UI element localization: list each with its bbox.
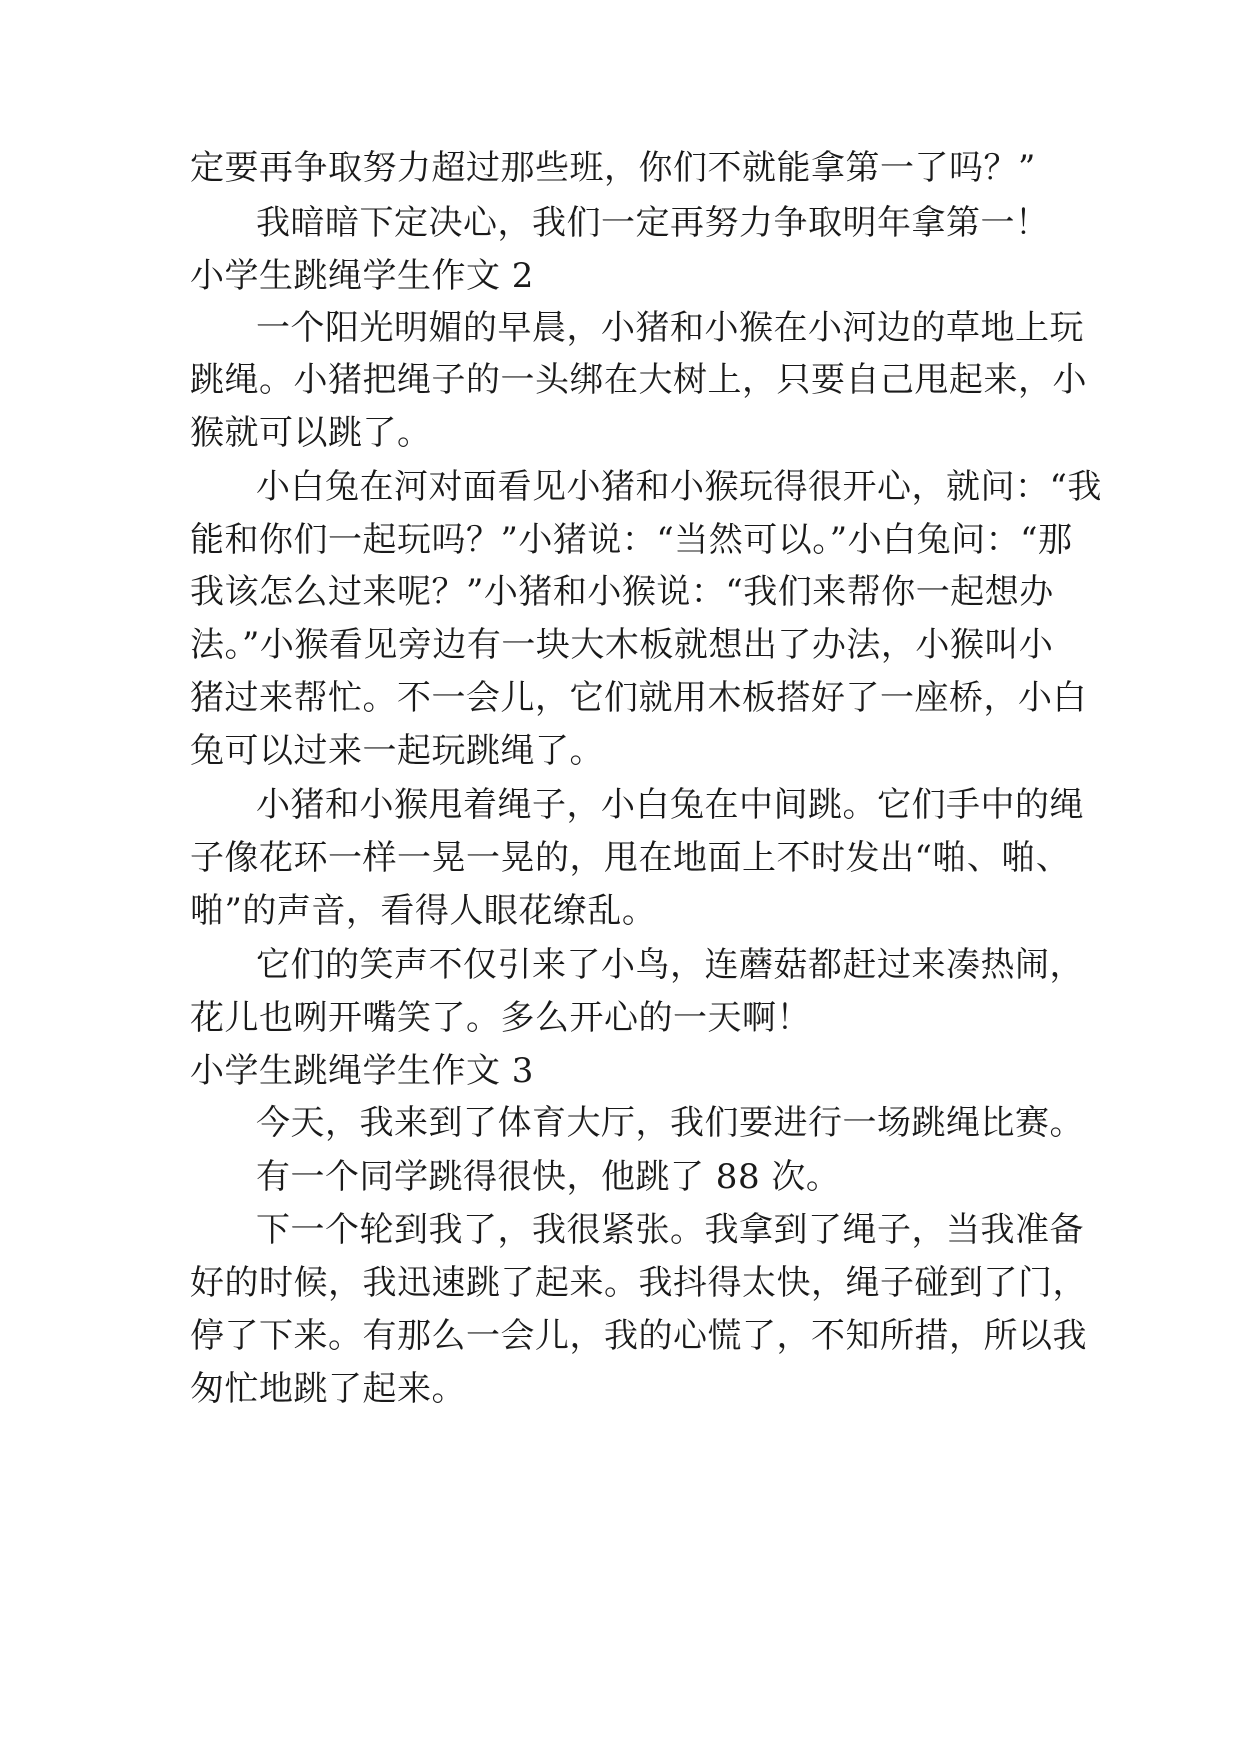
text-line: 我该怎么过来呢？”小猪和小猴说：“我们来帮你一起想办: [190, 572, 1054, 612]
text-line: 我暗暗下定决心，我们一定再努力争取明年拿第一！: [256, 203, 1050, 243]
text-line: 它们的笑声不仅引来了小鸟，连蘑菇都赶过来凑热闹，: [256, 945, 1084, 985]
text-line: 今天，我来到了体育大厅，我们要进行一场跳绳比赛。: [256, 1103, 1084, 1143]
text-line: 花儿也咧开嘴笑了。多么开心的一天啊！: [190, 998, 811, 1038]
text-line: 停了下来。有那么一会儿，我的心慌了，不知所措，所以我: [190, 1316, 1087, 1356]
text-line: 猪过来帮忙。不一会儿，它们就用木板搭好了一座桥，小白: [190, 678, 1087, 718]
text-line: 跳绳。小猪把绳子的一头绑在大树上，只要自己甩起来，小: [190, 360, 1087, 400]
text-line: 兔可以过来一起玩跳绳了。: [190, 731, 604, 771]
text-line: 好的时候，我迅速跳了起来。我抖得太快，绳子碰到了门，: [190, 1263, 1087, 1303]
text-line: 猴就可以跳了。: [190, 413, 432, 453]
text-line: 啪”的声音，看得人眼花缭乱。: [190, 891, 657, 931]
text-line: 定要再争取努力超过那些班，你们不就能拿第一了吗？”: [190, 148, 1036, 188]
text-line: 法。”小猴看见旁边有一块大木板就想出了办法，小猴叫小: [190, 625, 1054, 665]
text-line: 匆忙地跳了起来。: [190, 1369, 466, 1409]
text-line: 下一个轮到我了，我很紧张。我拿到了绳子，当我准备: [256, 1210, 1084, 1250]
text-line: 小猪和小猴甩着绳子，小白兔在中间跳。它们手中的绳: [256, 785, 1084, 825]
section-heading: 小学生跳绳学生作文 3: [190, 1051, 534, 1091]
section-heading: 小学生跳绳学生作文 2: [190, 256, 534, 296]
text-line: 子像花环一样一晃一晃的，甩在地面上不时发出“啪、啪、: [190, 838, 1071, 878]
text-line: 有一个同学跳得很快，他跳了 88 次。: [256, 1157, 841, 1197]
text-line: 能和你们一起玩吗？”小猪说：“当然可以。”小白兔问：“那: [190, 520, 1073, 560]
text-line: 小白兔在河对面看见小猪和小猴玩得很开心，就问：“我: [256, 467, 1102, 507]
text-line: 一个阳光明媚的早晨，小猪和小猴在小河边的草地上玩: [256, 308, 1084, 348]
